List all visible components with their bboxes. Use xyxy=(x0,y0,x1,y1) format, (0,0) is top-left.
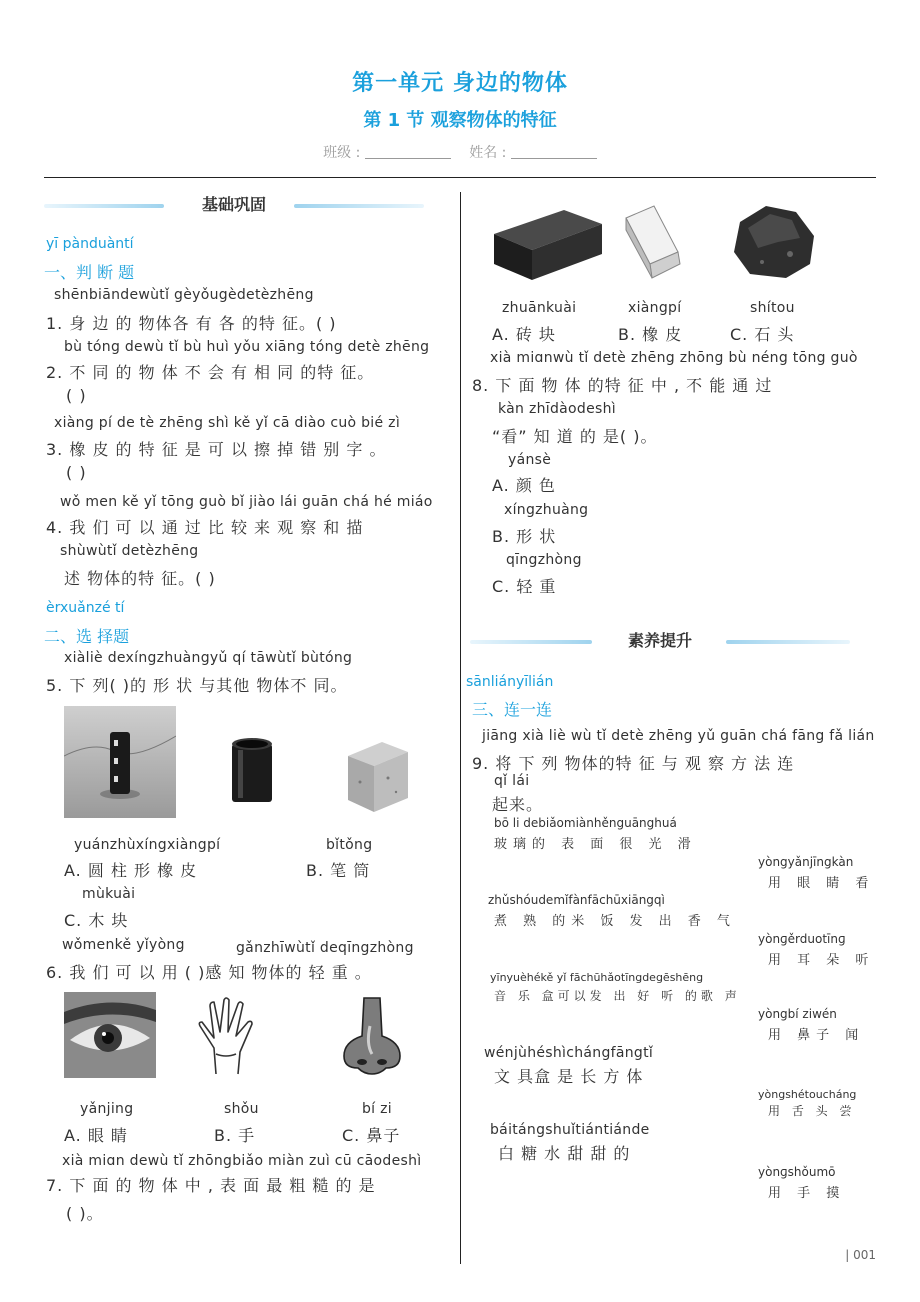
eraser-cylinder-photo xyxy=(64,706,176,818)
match-left-5[interactable]: 白 糖 水 甜 甜 的 xyxy=(498,1144,631,1163)
q7-text: 7. 下 面 的 物 体 中 , 表 面 最 粗 糙 的 是 xyxy=(46,1176,376,1195)
q8-text-2[interactable]: “看” 知 道 的 是( )。 xyxy=(492,427,658,446)
name-blank[interactable] xyxy=(511,145,597,159)
q7-pinyin: xià miɑn dewù tǐ zhōngbiǎo miàn zuì cū cāodeshì xyxy=(62,1153,422,1169)
name-label: 姓名 : xyxy=(469,145,507,161)
q8-opt-a-pinyin: yánsè xyxy=(508,452,552,468)
match-left-1-pinyin: bō li debiǎomiànhěnguānghuá xyxy=(494,816,677,830)
sec2-title: 二、选 择题 xyxy=(44,627,130,646)
header-divider xyxy=(44,177,876,178)
class-label: 班级 : xyxy=(323,145,361,161)
match-right-5-pinyin: yònɡshǒumō xyxy=(758,1165,836,1179)
q2-text: 2. 不 同 的 物 体 不 会 有 相 同 的特 征。 xyxy=(46,363,375,382)
match-left-3[interactable]: 音 乐 盒可以发 出 好 听 的歌 声 xyxy=(494,989,741,1003)
page-number xyxy=(845,1248,876,1262)
q8-opt-b-pinyin: xíngzhuàng xyxy=(504,502,589,518)
q5-pinyin: xiàliè dexíngzhuàngyǔ qí tāwùtǐ bùtóng xyxy=(64,650,353,666)
match-right-2-pinyin: yònɡěrduotīnɡ xyxy=(758,932,846,946)
q4-text-2[interactable]: 述 物体的特 征。( ) xyxy=(64,569,216,588)
banner-advanced-text: 素养提升 xyxy=(627,631,692,650)
brick-photo xyxy=(490,206,604,282)
match-right-3-pinyin: yòngbí ziwén xyxy=(758,1007,837,1021)
q6-option-c[interactable]: C. 鼻子 xyxy=(342,1126,401,1145)
q6-opt-c-pinyin: bí zi xyxy=(362,1101,392,1117)
match-right-3[interactable]: 用 鼻子 闻 xyxy=(768,1028,865,1043)
q5-option-a[interactable]: A. 圆 柱 形 橡 皮 xyxy=(64,861,198,880)
q8-opt-c-pinyin: qīngzhòng xyxy=(506,552,582,568)
q5-option-b[interactable]: B. 笔 筒 xyxy=(306,861,371,880)
q9-pinyin-2: qǐ lái xyxy=(494,773,530,789)
sec1-title: 一、判 断 题 xyxy=(44,263,135,282)
match-left-2-pinyin: zhǔshóudemǐfànfāchūxiāngqì xyxy=(488,893,665,907)
match-left-4[interactable]: 文 具盒 是 长 方 体 xyxy=(494,1067,644,1086)
match-right-1-pinyin: yòngyǎnjīngkàn xyxy=(758,855,854,869)
q1-pinyin: shēnbiāndewùtǐ gèyǒugèdetèzhēng xyxy=(54,287,314,303)
section-title: 第 1 节 观察物体的特征 xyxy=(363,110,557,131)
nose-drawing xyxy=(336,996,408,1076)
banner-advanced xyxy=(470,628,850,654)
match-left-1[interactable]: 玻璃的 表 面 很 光 滑 xyxy=(494,837,697,852)
q7-option-a[interactable]: A. 砖 块 xyxy=(492,325,556,344)
class-blank[interactable] xyxy=(365,145,451,159)
hand-drawing xyxy=(192,996,264,1076)
q6-opt-a-pinyin: yǎnjing xyxy=(80,1101,134,1117)
wood-block-photo xyxy=(338,738,410,814)
q6-option-b[interactable]: B. 手 xyxy=(214,1126,256,1145)
q7-option-c[interactable]: C. 石 头 xyxy=(730,325,795,344)
match-left-4-pinyin: wénjùhéshìchángfāngtǐ xyxy=(484,1045,654,1061)
match-right-4[interactable]: 用 舌 头 尝 xyxy=(768,1104,856,1118)
match-right-4-pinyin: yòngshétoucháng xyxy=(758,1088,857,1101)
q7-answer[interactable]: ( )。 xyxy=(66,1204,104,1223)
q8-pinyin-2: kàn zhīdàodeshì xyxy=(498,401,616,417)
q7-option-b[interactable]: B. 橡 皮 xyxy=(618,325,683,344)
match-left-3-pinyin: yīnyuèhékě yǐ fāchūhǎotīngdegēshēng xyxy=(490,971,704,984)
q3-text: 3. 橡 皮 的 特 征 是 可 以 擦 掉 错 别 字 。 xyxy=(46,440,387,459)
unit-title: 第一单元 身边的物体 xyxy=(352,71,568,96)
student-info-fields xyxy=(0,142,920,162)
sec3-pinyin: sānliányīlián xyxy=(466,674,554,690)
column-divider xyxy=(460,192,461,1264)
q6-pinyin-2: gǎnzhīwùtǐ deqīngzhòng xyxy=(236,940,414,956)
match-left-2[interactable]: 煮 熟 的米 饭 发 出 香 气 xyxy=(494,914,736,929)
match-right-1[interactable]: 用 眼 睛 看 xyxy=(768,876,875,891)
banner-basic xyxy=(44,192,424,218)
page-number-divider: | xyxy=(845,1248,854,1262)
eye-photo xyxy=(64,992,156,1078)
q1-text[interactable]: 1. 身 边 的 物体各 有 各 的特 征。( ) xyxy=(46,314,337,333)
q5-opt-c-pinyin: mùkuài xyxy=(82,886,136,902)
q9-text: 9. 将 下 列 物体的特 征 与 观 察 方 法 连 xyxy=(472,754,795,773)
sec2-pinyin: èrxuǎnzé tí xyxy=(46,600,125,616)
q6-option-a[interactable]: A. 眼 睛 xyxy=(64,1126,128,1145)
q6-text[interactable]: 6. 我 们 可 以 用 ( )感 知 物体的 轻 重 。 xyxy=(46,963,372,982)
q3-answer[interactable]: ( ) xyxy=(66,463,87,482)
q9-text-2: 起来。 xyxy=(492,795,544,814)
q5-opt-b-pinyin: bǐtǒng xyxy=(326,837,373,853)
eraser-photo xyxy=(620,204,684,280)
q4-pinyin-2: shùwùtǐ detèzhēng xyxy=(60,543,199,559)
q2-pinyin: bù tóng dewù tǐ bù huì yǒu xiāng tóng detè zhēng xyxy=(64,339,430,355)
q8-pinyin: xià miɑnwù tǐ detè zhēng zhōng bù néng tōng guò xyxy=(490,350,858,366)
q4-text: 4. 我 们 可 以 通 过 比 较 来 观 察 和 描 xyxy=(46,518,364,537)
match-right-5[interactable]: 用 手 摸 xyxy=(768,1186,846,1201)
q5-option-c[interactable]: C. 木 块 xyxy=(64,911,129,930)
q6-opt-b-pinyin: shǒu xyxy=(224,1101,259,1117)
q4-pinyin: wǒ men kě yǐ tōng guò bǐ jiào lái guān chá hé miáo xyxy=(60,494,433,510)
q6-pinyin-1: wǒmenkě yǐyòng xyxy=(62,937,185,953)
q2-answer[interactable]: ( ) xyxy=(66,386,87,405)
match-left-5-pinyin: báitángshuǐtiántiánde xyxy=(490,1122,650,1138)
sec3-title: 三、连一连 xyxy=(472,700,553,719)
q5-opt-a-pinyin: yuánzhùxíngxiàngpí xyxy=(74,837,221,853)
q8-option-c[interactable]: C. 轻 重 xyxy=(492,577,557,596)
q7-opt-c-pinyin: shítou xyxy=(750,300,795,316)
q8-option-b[interactable]: B. 形 状 xyxy=(492,527,557,546)
banner-basic-text: 基础巩固 xyxy=(201,195,266,214)
q5-text[interactable]: 5. 下 列( )的 形 状 与其他 物体不 同。 xyxy=(46,676,348,695)
q8-option-a[interactable]: A. 颜 色 xyxy=(492,476,556,495)
pen-holder-photo xyxy=(228,736,276,806)
q7-opt-b-pinyin: xiàngpí xyxy=(628,300,682,316)
page-number-value: 001 xyxy=(853,1248,876,1262)
q9-pinyin: jiāng xià liè wù tǐ detè zhēng yǔ guān chá fāng fǎ lián xyxy=(482,728,875,744)
q3-pinyin: xiàng pí de tè zhēng shì kě yǐ cā diào cuò bié zì xyxy=(54,415,401,431)
q7-opt-a-pinyin: zhuānkuài xyxy=(502,300,577,316)
sec1-pinyin: yī pànduàntí xyxy=(46,236,134,252)
q8-text: 8. 下 面 物 体 的特 征 中 , 不 能 通 过 xyxy=(472,376,773,395)
match-right-2[interactable]: 用 耳 朵 听 xyxy=(768,953,875,968)
stone-photo xyxy=(730,202,820,282)
